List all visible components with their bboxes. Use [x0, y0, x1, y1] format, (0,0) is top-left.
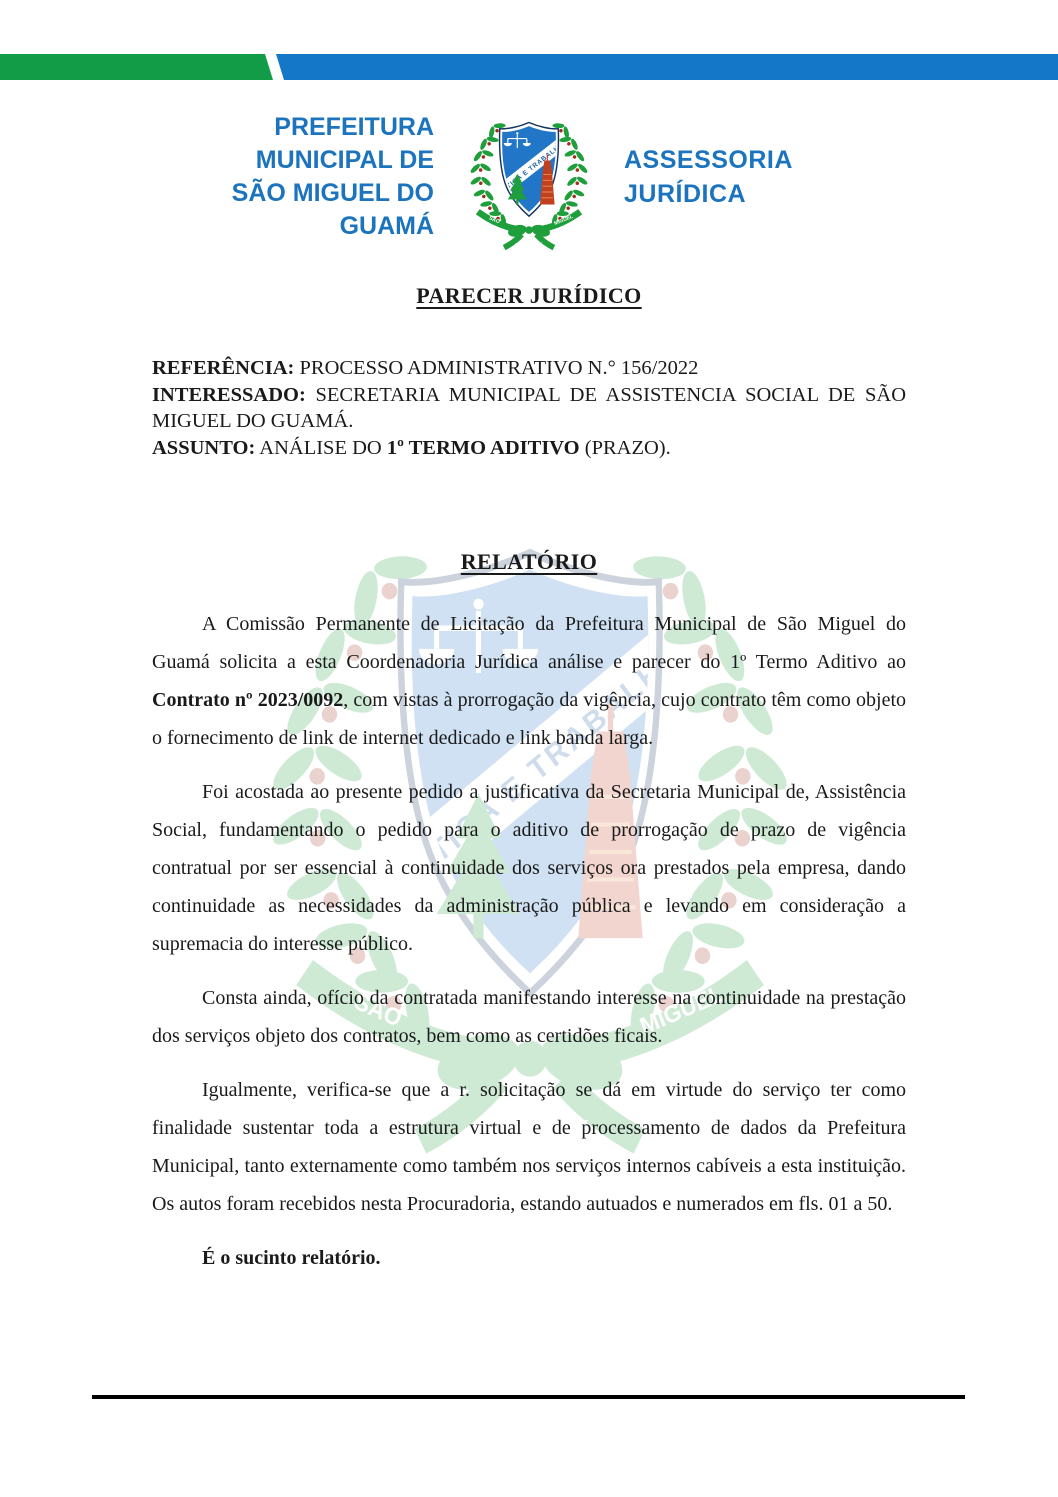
green-stripe: [0, 54, 273, 80]
document-body: [152, 281, 906, 1293]
reference-label: REFERÊNCIA:: [152, 357, 295, 379]
dept-line-1: ASSESSORIA: [624, 146, 793, 174]
subject-post: (PRAZO).: [579, 436, 671, 459]
document-title: PARECER JURÍDICO: [416, 283, 642, 308]
org-line-1: PREFEITURA: [274, 113, 434, 141]
organization-name: [134, 111, 434, 243]
section-title-relatorio: RELATÓRIO: [460, 549, 598, 574]
paragraph-4: Igualmente, verifica-se que a r. solicitação se dá em virtude do serviço ter como finalidade sustentar toda a estrutura virtual e de processamento de dados da Prefeitura Municipal, tanto externamente como também nos serviços internos cabíveis a esta instituição. Os autos foram recebidos nesta Procuradoria, estando autuados e numerados em fls. 01 a 50.: [152, 1079, 906, 1215]
subject-line: [152, 435, 906, 462]
org-line-3: SÃO MIGUEL DO GUAMÁ: [231, 179, 434, 240]
letterhead: [0, 102, 1058, 252]
report-text: [152, 605, 906, 1277]
subject-bold: 1º TERMO ADITIVO: [386, 436, 580, 459]
department-name: [624, 143, 924, 211]
interested-label: INTERESSADO:: [152, 383, 306, 406]
dept-line-2: JURÍDICA: [624, 180, 747, 208]
subject-label: ASSUNTO:: [152, 436, 256, 459]
p1-contract-number: Contrato nº 2023/0092: [152, 689, 344, 711]
closing-line: É o sucinto relatório.: [202, 1247, 381, 1269]
paragraph-2: Foi acostada ao presente pedido a justificativa da Secretaria Municipal de, Assistência Social, fundamentando o pedido para o aditivo de prorrogação de prazo de vigência contratual por ser essencial à continuidade dos serviços ora prestados pela empresa, dando continuidade as necessidades da administração pública e levando em consideração a supremacia do interesse público.: [152, 781, 906, 955]
subject-pre: ANÁLISE DO: [255, 436, 387, 459]
footer-rule: [92, 1395, 965, 1399]
paragraph-3: Consta ainda, ofício da contratada manifestando interesse na continuidade na prestação dos serviços objeto dos contratos, bem como as certidões ficais.: [152, 987, 906, 1047]
p1-pre: A Comissão Permanente de Licitação da Prefeitura Municipal de São Miguel do Guamá solicita a esta Coordenadoria Jurídica análise e parecer do 1º Termo Aditivo ao: [152, 613, 906, 673]
interested-line: [152, 382, 906, 435]
reference-value: PROCESSO ADMINISTRATIVO N.° 156/2022: [294, 357, 699, 379]
paragraph-1: [152, 605, 906, 757]
top-stripes: [0, 54, 1058, 80]
blue-stripe: [276, 54, 1058, 80]
reference-line: [152, 355, 906, 382]
municipal-crest-logo: [450, 102, 608, 252]
reference-block: [152, 355, 906, 461]
interested-value: SECRETARIA MUNICIPAL DE ASSISTENCIA SOCIAL DE SÃO MIGUEL DO GUAMÁ.: [152, 383, 906, 432]
p1-post: , com vistas à prorrogação da vigência, cujo contrato têm como objeto o fornecimento de link de internet dedicado e link banda larga.: [152, 689, 906, 749]
org-line-2: MUNICIPAL DE: [255, 146, 434, 174]
